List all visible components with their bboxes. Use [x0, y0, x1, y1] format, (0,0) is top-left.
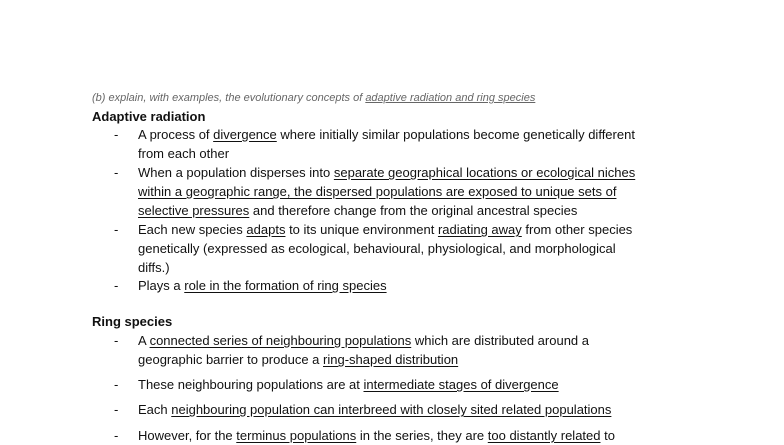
text-line — [138, 258, 698, 277]
text-run: which are distributed around a — [411, 333, 589, 348]
text-line — [138, 220, 698, 239]
text-line — [138, 426, 698, 445]
underlined-term: radiating away — [437, 222, 522, 237]
underlined-term: intermediate stages of divergence — [363, 377, 559, 392]
underlined-term: neighbouring population can interbreed with closely sited related populations — [171, 402, 612, 417]
bullet-marker: - — [114, 127, 119, 142]
bullet-item — [138, 276, 698, 295]
underlined-term: terminus populations — [236, 428, 357, 443]
bullet-marker: - — [114, 402, 119, 417]
text-run: in the series, they are — [356, 428, 488, 443]
text-line — [138, 331, 698, 350]
bullet-marker: - — [114, 377, 119, 392]
text-line — [138, 163, 698, 182]
text-run: These neighbouring populations are at — [138, 377, 364, 392]
bullet-marker: - — [114, 165, 119, 180]
text-line — [138, 125, 698, 144]
text-run: A — [138, 333, 150, 348]
text-run: from other species — [521, 222, 633, 237]
bullet-marker: - — [114, 428, 119, 443]
learning-objective — [92, 92, 535, 104]
underlined-term: within a geographic range, the dispersed populations are exposed to unique sets of — [138, 184, 617, 199]
objective-underlined: adaptive radiation and ring species — [365, 92, 536, 104]
text-line — [138, 201, 698, 220]
text-run: diffs.) — [138, 260, 170, 275]
bullet-item — [138, 163, 698, 220]
underlined-term: selective pressures — [138, 203, 250, 218]
underlined-term: divergence — [213, 127, 277, 142]
objective-prefix: (b) explain, with examples, the evolutionary concepts of — [92, 92, 366, 104]
bullet-marker: - — [114, 278, 119, 293]
underlined-term: adapts — [246, 222, 286, 237]
text-line — [138, 400, 698, 419]
text-line — [138, 375, 698, 394]
text-line — [138, 144, 698, 163]
text-run: When a population disperses into — [138, 165, 334, 180]
text-run: where initially similar populations become genetically different — [276, 127, 635, 142]
text-run: and therefore change from the original ancestral species — [249, 203, 578, 218]
text-run: Each new species — [138, 222, 247, 237]
bullet-item — [138, 125, 698, 163]
text-line — [138, 239, 698, 258]
heading-adaptive-radiation: Adaptive radiation — [92, 109, 206, 124]
text-run: However, for the — [138, 428, 237, 443]
text-line — [138, 350, 698, 369]
bullet-marker: - — [114, 333, 119, 348]
bullet-item — [138, 426, 698, 445]
bullet-marker: - — [114, 222, 119, 237]
underlined-term: separate geographical locations or ecological niches — [333, 165, 636, 180]
text-run: from each other — [138, 146, 230, 161]
underlined-term: role in the formation of ring species — [184, 278, 387, 293]
underlined-term: connected series of neighbouring populations — [149, 333, 412, 348]
text-line — [138, 276, 698, 295]
bullet-item — [138, 400, 698, 419]
text-run: to its unique environment — [285, 222, 438, 237]
heading-ring-species: Ring species — [92, 314, 173, 329]
text-run: geographic barrier to produce a — [138, 352, 324, 367]
text-run: genetically (expressed as ecological, behavioural, physiological, and morphological — [138, 241, 616, 256]
text-run: A process of — [138, 127, 214, 142]
text-run: to — [600, 428, 615, 443]
underlined-term: ring-shaped distribution — [323, 352, 459, 367]
underlined-term: too distantly related — [487, 428, 601, 443]
text-line — [138, 182, 698, 201]
bullet-item — [138, 375, 698, 394]
text-run: Plays a — [138, 278, 185, 293]
text-run: Each — [138, 402, 172, 417]
bullet-item — [138, 220, 698, 277]
bullet-item — [138, 331, 698, 369]
